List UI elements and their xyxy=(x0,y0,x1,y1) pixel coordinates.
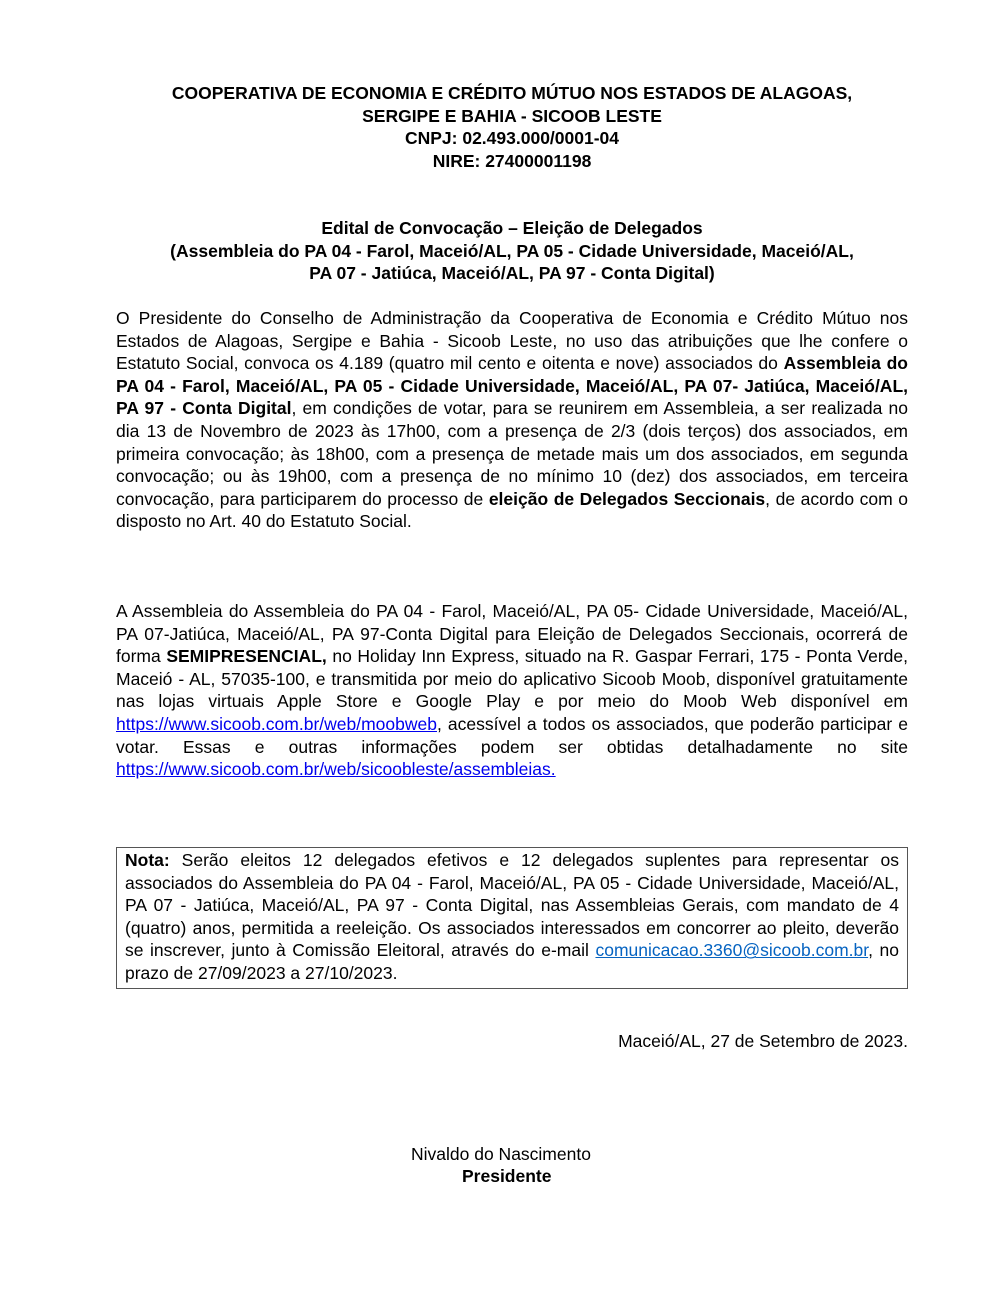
assembleias-link[interactable]: https://www.sicoob.com.br/web/sicoobleste/assembleias. xyxy=(116,759,556,780)
p2-last-line xyxy=(116,758,908,781)
p2-body xyxy=(116,600,908,758)
p2-text-1: A Assembleia do Assembleia do PA 04 - Farol, Maceió/AL, PA 05- Cidade Universidade, Maceió/AL, PA 07-Jatiúca, Maceió/AL, PA 97-Conta Digital para Eleição de Delegados Seccionais, ocorrerá de forma xyxy=(116,601,908,667)
p1-bold-election: eleição de Delegados Seccionais xyxy=(488,488,766,509)
note-box xyxy=(116,847,908,989)
header-nire: NIRE: 27400001198 xyxy=(432,150,592,171)
signatory-name: Nivaldo do Nascimento xyxy=(411,1144,591,1164)
p1-text-3: , de acordo com o disposto no Art. 40 do Estatuto Social. xyxy=(116,488,908,532)
header-line-2: SERGIPE E BAHIA - SICOOB LESTE xyxy=(362,105,662,126)
convocation-paragraph xyxy=(116,307,908,533)
p1-text-1: O Presidente do Conselho de Administração da Cooperativa de Economia e Crédito Mútuo nos Estados de Alagoas, Sergipe e Bahia - Sicoob Leste, no uso das atribuições que lhe confere o Estatuto Social, convoca os 4.189 (quatro mil cento e oitenta e nove) associados do xyxy=(116,308,908,374)
note-label: Nota: xyxy=(125,850,170,870)
header-line-1: COOPERATIVA DE ECONOMIA E CRÉDITO MÚTUO NOS ESTADOS DE ALAGOAS, xyxy=(171,83,853,103)
format-paragraph xyxy=(116,600,908,781)
cooperative-header xyxy=(116,82,908,172)
signatory-role: Presidente xyxy=(462,1166,552,1186)
document-title xyxy=(116,217,908,285)
title-line-1: Edital de Convocação – Eleição de Delegados xyxy=(321,218,703,238)
moobweb-link[interactable]: https://www.sicoob.com.br/web/moobweb xyxy=(116,713,437,734)
p2-bold-semipresencial: SEMIPRESENCIAL, xyxy=(166,646,327,667)
note-text-1: Serão eleitos 12 delegados efetivos e 12 delegados suplentes para representar os associados do Assembleia do PA 04 - Farol, Maceió/AL, PA 05 - Cidade Universidade, Maceió/AL, PA 07 - Jatiúca, Maceió/AL, PA 97 - Conta Digital, nas Assembleias Gerais, com mandato de 4 (quatro) anos, permitida a reeleição. Os associados interessados em concorrer ao pleito, deverão se inscrever, junto à Comissão Eleitoral, através do e-mail xyxy=(125,850,899,961)
p1-text-2: , em condições de votar, para se reunirem em Assembleia, a ser realizada no dia 13 de Novembro de 2023 às 17h00, com a presença de 2/3 (dois terços) dos associados, em primeira convocação; às 18h00, com a presença de metade mais um dos associados, em segunda convocação; ou às 19h00, com a presença de no mínimo 10 (dez) dos associados, em terceira convocação, para participarem do processo de xyxy=(116,398,908,509)
signature-block xyxy=(411,1143,611,1187)
p1-bold-assemblies: Assembleia do PA 04 - Farol, Maceió/AL, PA 05 - Cidade Universidade, Maceió/AL, PA 07- Jatiúca, Maceió/AL, PA 97 - Conta Digital xyxy=(116,353,908,419)
header-cnpj: CNPJ: 02.493.000/0001-04 xyxy=(404,128,620,148)
p2-text-2: no Holiday Inn Express, situado na R. Gaspar Ferrari, 175 - Ponta Verde, Maceió - AL, 57035-100, e transmitida por meio do aplicativo Sicoob Moob, disponível gratuitamente nas lojas virtuais Apple Store e Google Play e por meio do Moob Web disponível em xyxy=(116,646,908,712)
place-date: Maceió/AL, 27 de Setembro de 2023. xyxy=(618,1031,908,1051)
note-text-2: , no prazo de 27/09/2023 a 27/10/2023. xyxy=(125,940,899,983)
title-line-2: (Assembleia do PA 04 - Farol, Maceió/AL, PA 05 - Cidade Universidade, Maceió/AL, xyxy=(170,240,854,261)
email-link[interactable]: comunicacao.3360@sicoob.com.br xyxy=(595,940,869,961)
p2-text-3: , acessível a todos os associados, que poderão participar e votar. Essas e outras informações podem ser obtidas detalhadamente no site xyxy=(116,713,908,757)
title-line-3: PA 07 - Jatiúca, Maceió/AL, PA 97 - Conta Digital) xyxy=(309,263,715,283)
